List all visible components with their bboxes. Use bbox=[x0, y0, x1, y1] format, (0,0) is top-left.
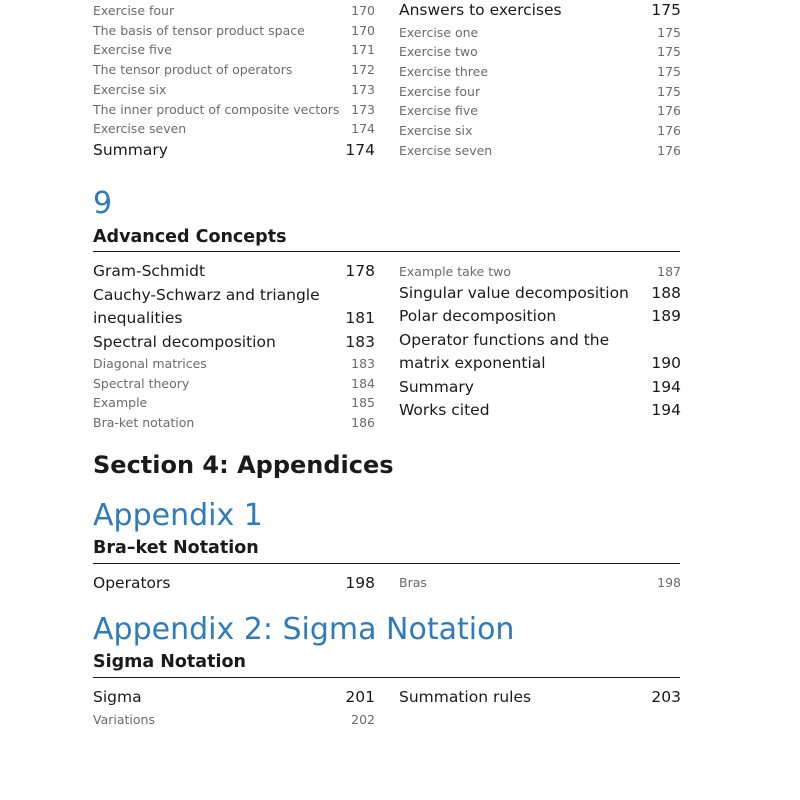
toc-entry[interactable] bbox=[93, 21, 375, 41]
toc-entry-page: 176 bbox=[657, 142, 681, 158]
toc-entry-title: Exercise six bbox=[93, 81, 167, 97]
toc-entry[interactable] bbox=[399, 282, 681, 306]
toc-entry-title: Summary bbox=[399, 377, 474, 396]
toc-list-appendix2-left bbox=[93, 686, 375, 729]
appendix-1-title: Bra–ket Notation bbox=[93, 538, 259, 558]
toc-entry-page: 183 bbox=[345, 332, 375, 351]
toc-entry-title: Cauchy-Schwarz and triangle inequalities bbox=[93, 285, 320, 327]
toc-entry-title: Exercise three bbox=[399, 63, 489, 79]
toc-entry-page: 173 bbox=[351, 101, 375, 117]
toc-entry-page: 176 bbox=[657, 123, 681, 139]
toc-entry[interactable] bbox=[93, 284, 375, 331]
toc-entry-page: 190 bbox=[651, 354, 681, 373]
toc-entry[interactable] bbox=[93, 710, 375, 730]
toc-entry-title: Summary bbox=[93, 140, 168, 159]
toc-entry[interactable] bbox=[93, 139, 375, 163]
toc-list-top-right bbox=[399, 0, 681, 160]
toc-entry-page: 203 bbox=[651, 688, 681, 706]
toc-entry-title: The inner product of composite vectors bbox=[93, 101, 340, 117]
toc-entry-page: 187 bbox=[657, 264, 681, 279]
toc-entry-title: Exercise four bbox=[399, 83, 481, 99]
toc-entry-title: Gram-Schmidt bbox=[93, 262, 206, 280]
toc-entry-title: Polar decomposition bbox=[399, 307, 557, 326]
toc-entry-page: 178 bbox=[345, 262, 375, 280]
toc-entry[interactable] bbox=[399, 0, 681, 23]
toc-entry-page: 172 bbox=[351, 62, 375, 78]
toc-entry[interactable] bbox=[399, 23, 681, 43]
appendix-2-rule bbox=[93, 677, 680, 678]
toc-entry-page: 194 bbox=[651, 377, 681, 396]
toc-entry-page: 175 bbox=[657, 44, 681, 60]
toc-entry[interactable] bbox=[93, 354, 375, 374]
toc-entry-page: 184 bbox=[351, 375, 375, 391]
toc-entry-title: Bras bbox=[399, 575, 427, 590]
appendix-2-heading: Appendix 2: Sigma Notation bbox=[93, 612, 515, 647]
toc-entry-page: 170 bbox=[351, 3, 375, 18]
toc-entry-page: 175 bbox=[651, 1, 681, 19]
toc-entry[interactable] bbox=[93, 80, 375, 100]
toc-entry-title: Example take two bbox=[399, 264, 511, 279]
toc-entry-page: 176 bbox=[657, 103, 681, 119]
toc-list-appendix2-right bbox=[399, 686, 681, 710]
toc-entry-title: Exercise two bbox=[399, 44, 478, 60]
toc-entry[interactable] bbox=[399, 262, 681, 282]
toc-entry[interactable] bbox=[399, 399, 681, 423]
toc-entry-title: Works cited bbox=[399, 401, 490, 420]
toc-entry-title: Exercise seven bbox=[93, 121, 187, 137]
toc-list-chapter9-right bbox=[399, 262, 681, 423]
toc-entry-page: 181 bbox=[345, 309, 375, 327]
toc-entry[interactable] bbox=[399, 376, 681, 400]
toc-entry[interactable] bbox=[399, 101, 681, 121]
toc-entry[interactable] bbox=[93, 1, 375, 21]
toc-entry[interactable] bbox=[93, 393, 375, 413]
toc-entry-title: Variations bbox=[93, 711, 155, 727]
toc-entry-title: Exercise six bbox=[399, 123, 473, 139]
toc-entry-title: Example bbox=[93, 395, 148, 411]
toc-entry-title: Bra-ket notation bbox=[93, 415, 195, 431]
appendix-1-heading: Appendix 1 bbox=[93, 498, 263, 533]
toc-entry[interactable] bbox=[399, 305, 681, 329]
toc-list-chapter9-left bbox=[93, 260, 375, 433]
toc-entry-title: Exercise five bbox=[93, 42, 172, 58]
appendix-2-title: Sigma Notation bbox=[93, 652, 246, 672]
toc-entry[interactable] bbox=[399, 141, 681, 161]
toc-list-top-left bbox=[93, 1, 375, 162]
appendix-1-rule bbox=[93, 563, 680, 564]
toc-entry[interactable] bbox=[399, 82, 681, 102]
toc-entry[interactable] bbox=[399, 686, 681, 710]
toc-entry-title: Exercise four bbox=[93, 3, 175, 18]
chapter-number: 9 bbox=[93, 186, 113, 221]
toc-entry-page: 189 bbox=[651, 307, 681, 326]
toc-entry-title: Sigma bbox=[93, 688, 142, 706]
toc-entry-title: Exercise one bbox=[399, 24, 479, 40]
toc-entry-title: Answers to exercises bbox=[399, 1, 562, 19]
toc-entry-page: 185 bbox=[351, 395, 375, 411]
toc-list-appendix1-left bbox=[93, 572, 375, 596]
toc-entry-title: The tensor product of operators bbox=[93, 62, 293, 78]
toc-entry-page: 175 bbox=[657, 24, 681, 40]
toc-entry-page: 173 bbox=[351, 81, 375, 97]
toc-entry[interactable] bbox=[93, 686, 375, 710]
toc-entry-title: Singular value decomposition bbox=[399, 283, 629, 302]
toc-entry[interactable] bbox=[399, 573, 681, 593]
toc-entry-page: 198 bbox=[657, 575, 681, 590]
chapter-title: Advanced Concepts bbox=[93, 227, 287, 247]
toc-entry-page: 186 bbox=[351, 415, 375, 431]
toc-entry[interactable] bbox=[93, 260, 375, 284]
toc-entry-page: 201 bbox=[345, 688, 375, 706]
toc-entry-title: Operators bbox=[93, 574, 171, 592]
toc-entry-page: 198 bbox=[345, 574, 375, 592]
toc-entry-page: 183 bbox=[351, 356, 375, 371]
toc-entry-title: Diagonal matrices bbox=[93, 356, 207, 371]
toc-entry-title: Spectral decomposition bbox=[93, 332, 276, 351]
toc-entry[interactable] bbox=[93, 40, 375, 60]
toc-entry-title: Exercise seven bbox=[399, 142, 493, 158]
toc-entry[interactable] bbox=[93, 60, 375, 80]
toc-entry-page: 174 bbox=[351, 121, 375, 137]
toc-entry[interactable] bbox=[93, 119, 375, 139]
toc-entry-page: 202 bbox=[351, 711, 375, 727]
toc-entry[interactable] bbox=[399, 62, 681, 82]
toc-entry-page: 194 bbox=[651, 401, 681, 420]
toc-entry-page: 174 bbox=[345, 140, 375, 159]
section-title: Section 4: Appendices bbox=[93, 451, 394, 479]
toc-entry-page: 175 bbox=[657, 63, 681, 79]
toc-entry-title: Exercise five bbox=[399, 103, 478, 119]
toc-entry-page: 175 bbox=[657, 83, 681, 99]
toc-entry-page: 188 bbox=[651, 283, 681, 302]
toc-entry[interactable] bbox=[399, 329, 681, 376]
toc-entry[interactable] bbox=[93, 374, 375, 394]
toc-entry-page: 170 bbox=[351, 22, 375, 38]
chapter-rule bbox=[93, 251, 680, 252]
toc-entry[interactable] bbox=[399, 121, 681, 141]
toc-entry[interactable] bbox=[93, 100, 375, 120]
toc-entry[interactable] bbox=[93, 331, 375, 355]
toc-entry[interactable] bbox=[399, 42, 681, 62]
toc-entry-page: 171 bbox=[351, 42, 375, 58]
toc-entry[interactable] bbox=[93, 413, 375, 433]
toc-list-appendix1-right bbox=[399, 573, 681, 593]
toc-entry-title: Operator functions and the matrix exponential bbox=[399, 330, 610, 373]
toc-entry-title: Summation rules bbox=[399, 688, 532, 706]
toc-entry-title: The basis of tensor product space bbox=[93, 22, 305, 38]
toc-entry-title: Spectral theory bbox=[93, 375, 190, 391]
toc-entry[interactable] bbox=[93, 572, 375, 596]
